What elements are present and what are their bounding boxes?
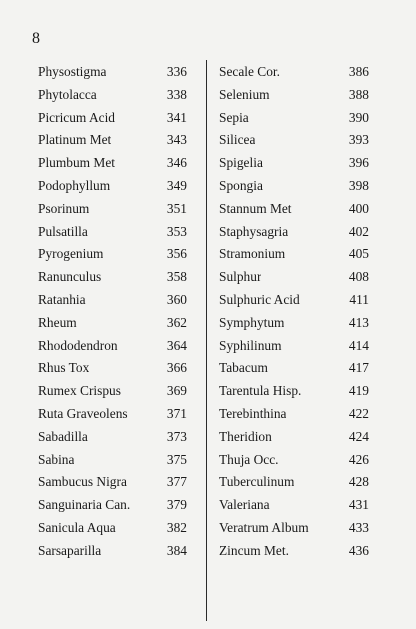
index-entry [38, 450, 187, 473]
index-entry [219, 108, 369, 131]
index-entry [219, 130, 369, 153]
index-entry [219, 290, 369, 313]
index-entry [219, 381, 369, 404]
index-entry [38, 176, 187, 199]
remedy-name: Sulphuric Acid [219, 291, 300, 307]
remedy-name: Sulphur [219, 269, 262, 285]
index-entry [38, 358, 187, 381]
index-entry [38, 290, 187, 313]
index-entry [38, 541, 187, 564]
page-reference: 414 [348, 337, 369, 353]
page-reference: 433 [348, 519, 369, 535]
index-entry [219, 313, 369, 336]
remedy-name: Spigelia [219, 155, 263, 171]
page-reference: 431 [348, 497, 369, 513]
page-reference: 346 [166, 155, 187, 171]
remedy-name: Ratanhia [38, 291, 86, 307]
remedy-name: Valeriana [219, 497, 270, 513]
page-reference: 366 [166, 360, 187, 376]
remedy-name: Plumbum Met [38, 155, 116, 171]
index-entry [38, 199, 187, 222]
page-reference: 413 [348, 314, 369, 330]
page-reference: 356 [166, 246, 187, 262]
page-reference: 402 [348, 223, 369, 239]
page-reference: 417 [348, 360, 369, 376]
remedy-name: Sabina [38, 451, 75, 467]
remedy-name: Tabacum [219, 360, 268, 376]
remedy-name: Selenium [219, 86, 270, 102]
page-reference: 428 [348, 474, 369, 490]
remedy-name: Stannum Met [219, 200, 292, 216]
remedy-name: Rhododendron [38, 337, 118, 353]
remedy-name: Tuberculinum [219, 474, 295, 490]
remedy-name: Sambucus Nigra [38, 474, 127, 490]
index-column-left [38, 62, 187, 564]
page-reference: 371 [166, 405, 187, 421]
remedy-name: Physostigma [38, 64, 107, 79]
remedy-name: Terebinthina [219, 405, 287, 421]
page-reference: 358 [166, 269, 187, 285]
index-entry [219, 518, 369, 541]
index-entry [219, 62, 369, 85]
page-reference: 351 [166, 200, 187, 216]
index-column-right [219, 62, 369, 564]
index-entry [38, 153, 187, 176]
index-entry [219, 199, 369, 222]
remedy-name: Podophyllum [38, 177, 111, 193]
index-entry [219, 244, 369, 267]
page-reference: 411 [349, 291, 369, 307]
page-reference: 338 [166, 86, 187, 102]
remedy-name: Sanicula Aqua [38, 519, 116, 535]
page-reference: 364 [166, 337, 187, 353]
page-number: 8 [32, 30, 40, 47]
page-reference: 360 [166, 291, 187, 307]
index-entry [219, 267, 369, 290]
index-entry [38, 267, 187, 290]
remedy-name: Tarentula Hisp. [219, 383, 302, 399]
page-reference: 408 [348, 269, 369, 285]
remedy-name: Spongia [219, 177, 263, 193]
remedy-name: Picricum Acid [38, 109, 115, 125]
page-reference: 349 [166, 177, 187, 193]
remedy-name: Rhus Tox [38, 360, 90, 376]
page-reference: 398 [348, 177, 369, 193]
remedy-name: Pulsatilla [38, 223, 88, 239]
page-reference: 382 [166, 519, 187, 535]
page-reference: 353 [166, 223, 187, 239]
index-entry [38, 222, 187, 245]
remedy-name: Veratrum Album [219, 519, 309, 535]
index-entry [38, 381, 187, 404]
remedy-name: Thuja Occ. [219, 451, 279, 467]
index-entry [38, 427, 187, 450]
index-entry [219, 541, 369, 564]
index-entry [219, 450, 369, 473]
remedy-name: Sarsaparilla [38, 542, 102, 558]
remedy-name: Staphysagria [219, 223, 289, 239]
index-entry [219, 85, 369, 108]
remedy-name: Rumex Crispus [38, 383, 121, 399]
index-entry [219, 153, 369, 176]
remedy-name: Sanguinaria Can. [38, 497, 131, 513]
index-entry [38, 472, 187, 495]
remedy-name: Secale Cor. [219, 64, 280, 79]
page-reference: 400 [348, 200, 369, 216]
index-entry [38, 244, 187, 267]
remedy-name: Syphilinum [219, 337, 282, 353]
remedy-name: Sabadilla [38, 428, 88, 444]
index-entry [38, 108, 187, 131]
index-entry [219, 358, 369, 381]
page-reference: 373 [166, 428, 187, 444]
remedy-name: Stramonium [219, 246, 286, 262]
remedy-name: Symphytum [219, 314, 285, 330]
remedy-name: Sepia [219, 109, 249, 125]
index-entry [219, 427, 369, 450]
remedy-name: Rheum [38, 314, 77, 330]
index-entry [38, 62, 187, 85]
page-reference: 390 [348, 109, 369, 125]
index-entry [38, 85, 187, 108]
page-reference: 436 [348, 542, 369, 558]
page-reference: 424 [348, 428, 369, 444]
page-reference: 377 [166, 474, 187, 490]
page-reference: 386 [348, 64, 369, 79]
index-entry [38, 495, 187, 518]
page-reference: 396 [348, 155, 369, 171]
page-reference: 419 [348, 383, 369, 399]
page-reference: 426 [348, 451, 369, 467]
index-entry [219, 404, 369, 427]
index-entry [38, 518, 187, 541]
index-entry [219, 336, 369, 359]
page-reference: 422 [348, 405, 369, 421]
remedy-name: Phytolacca [38, 86, 97, 102]
page-reference: 336 [166, 64, 187, 79]
page-reference: 343 [166, 132, 187, 148]
index-entry [38, 130, 187, 153]
remedy-name: Silicea [219, 132, 256, 148]
index-entry [38, 404, 187, 427]
index-entry [38, 313, 187, 336]
column-divider [206, 60, 207, 621]
page-reference: 379 [166, 497, 187, 513]
page-reference: 405 [348, 246, 369, 262]
remedy-name: Ranunculus [38, 269, 102, 285]
page-reference: 388 [348, 86, 369, 102]
index-entry [219, 495, 369, 518]
page-reference: 362 [166, 314, 187, 330]
page-reference: 393 [348, 132, 369, 148]
remedy-name: Theridion [219, 428, 272, 444]
index-entry [219, 176, 369, 199]
remedy-name: Psorinum [38, 200, 90, 216]
page-reference: 369 [166, 383, 187, 399]
remedy-name: Pyrogenium [38, 246, 104, 262]
page-reference: 341 [166, 109, 187, 125]
remedy-name: Zincum Met. [219, 542, 289, 558]
remedy-name: Platinum Met [38, 132, 112, 148]
remedy-name: Ruta Graveolens [38, 405, 128, 421]
index-entry [38, 336, 187, 359]
index-entry [219, 222, 369, 245]
page-reference: 384 [166, 542, 187, 558]
index-entry [219, 472, 369, 495]
page-reference: 375 [166, 451, 187, 467]
